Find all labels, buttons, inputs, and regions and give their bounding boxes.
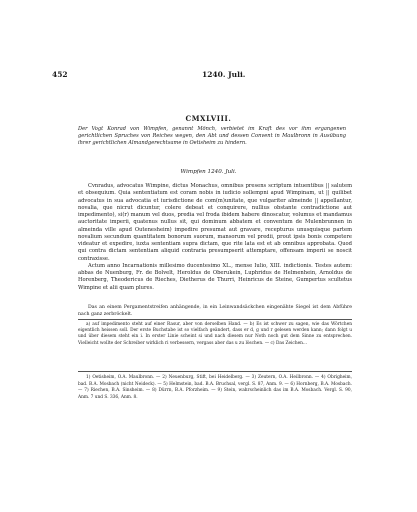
divider bbox=[78, 371, 352, 372]
footnote: 1) Oetisheim, O.A. Maulbronn. — 2) Neuenburg, Stift, bei Heidelberg. — 3) Zeutern, O.A. Heilbronn. — 4) Obrigheim, bad. B.A. Mosbach (nicht Neideck). — 5) Helmstein, bad. B.A. Bruchsal, vergl. S. 87, Anm. 9. — 6) Hornberg, B.A. Mosbach. — 7) Riechen, B.A. Sinsheim. — 8) Dürrn, B.A. Pforzheim. — 9) Stein, wahrscheinlich das im B.A. Mosbach. Vergl. S. 90, Anm. 7 und S. 336, Anm. 8. bbox=[78, 375, 352, 400]
page-number: 452 bbox=[52, 70, 68, 79]
document-summary: Der Vogt Konrad von Wimpfen, genannt Mönch, verbietet im Kraft des vor ihm ergangenen gerichtlichen Spruches von Reiches wegen, den Abt und dessen Convent in Maulbronn in Ausübung ihrer gerichtlichen Almandgerechtsame in Oetisheim zu hindern. bbox=[78, 126, 346, 147]
header-date: 1240. Juli. bbox=[202, 70, 246, 79]
textual-notes bbox=[78, 322, 352, 348]
place-date-line: Wimpfen 1240. Juli. bbox=[180, 169, 237, 175]
witness-list: Actum anno Incarnationis millesimo ducentesimo XL., mense Iulio, XIII. indictionis. Testes autem: abbas de Nuenburg, Fr. de Bolvelt, Heroldus de Oberukein, Luphridus de Helmenhein, Arnoldus de Horenberg, Theodericus de Rieches, Dietherus de Thurri, Heinricus de Steine, Gumpertus scultetus Wimpine et alii quam plures. bbox=[78, 262, 352, 291]
document-number: CMXLVIII. bbox=[185, 114, 232, 123]
seal-description bbox=[78, 305, 352, 318]
divider bbox=[78, 319, 352, 320]
charter-body: Cvnradus, advocatus Wimpine, dictus Monachus, omnibus presens scriptum intuentibus || salutem et obsequium. Quia sententiatum est coram nobis in iudicio sollempni apud Wimpinam, ut || quilibet advocatus in sua advocatia et iurisdictione de com(m)unitate, que vulgariter almeinde || appellantur, novalia, que nicrut dicuntur, colere debeat et conquirere, nullius obstante contradictione aut impedimento), si(r) manum vel duos, predia vel froda ibidem habere dinoscatur, volumus et mandamus auctoritate imperii, quatenus nullus sit, qui dominum abbatem et conventum de Mulenbrunnen in almeinda ville apud Outenesheim) impedire presumat aut gravare, recepturus unusquisque partem novalium secundum quantitatem bonorum suorum, mansorum vel predii, prout ipsis bonis competere videatur et expedire, iuxta sententiam supra dictam, que rite lata est et ab omnibus approbata. Quod qui contra dictam sententiam aliquid contraria presumpserit attemptare, offensam imperii se noscit contraxisse. bbox=[78, 183, 352, 262]
seal-note: Das an einem Pergamentstreifen anhängende, in ein Leinwandsäckchen eingenähte Siegel ist dem Abführe nach ganz zerbröckelt. bbox=[78, 305, 352, 317]
charter-text bbox=[78, 183, 352, 292]
textual-note: a) auf impedimento steht auf einer Rasur, aber von derselben Hand. — b) Es ist schwer zu sagen, wie das Wörtchen eigentlich heissen soll. Der erste Buchstabe ist so vielfach geändert, dass er d, g und r gelesen werden kann; dann folgt u und über diesem steht ein i. In erster Linie scheint si und nach diesem nur Noth noch gut dem Sinne zu entsprechen. Vielleicht wollte der Schreiber wirklich ri verbessern, vergass aber das u zu löschen. — c) Das Zeichen... bbox=[78, 322, 352, 346]
footnotes bbox=[78, 375, 352, 401]
running-header bbox=[52, 70, 372, 82]
